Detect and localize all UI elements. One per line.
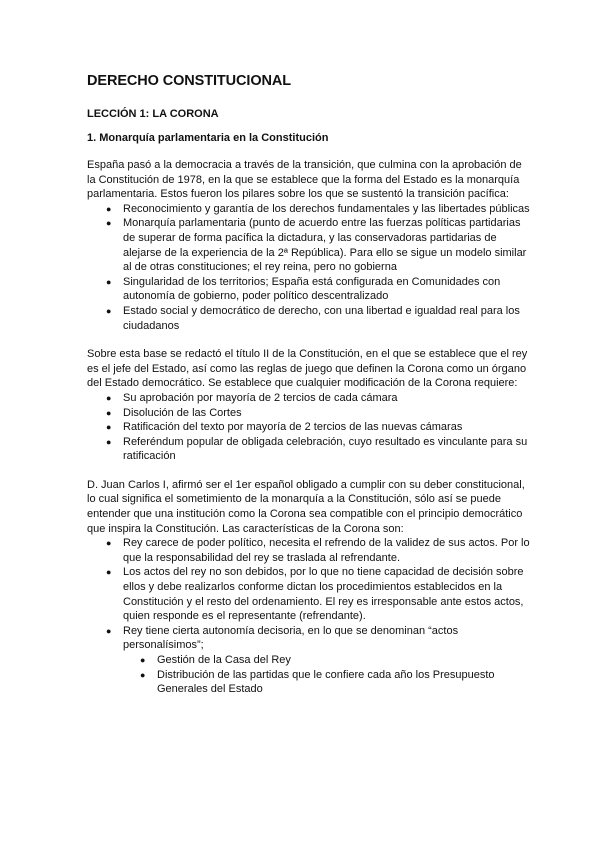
bullet-icon: ● [106,218,112,229]
list-item: ● Reconocimiento y garantía de los derechos fundamentales y las libertades públicas [106,202,530,215]
characteristics-list [106,536,530,697]
pillars-list [106,202,530,333]
list-item: ● Rey tiene cierta autonomía decisoria, en lo que se denominan “actos personalísimos”; ● Gestión de la Casa del Rey ● Distribución de las partidas que le confiere cada año los Presupuesto Generales del Estado [106,624,530,697]
paragraph-title-ii: Sobre esta base se redactó el título II de la Constitución, en el que se establece que el rey es el jefe del Estado, así como las reglas de juego que definen la Corona como un órgano del Estado democrático. Se establece que cualquier modificación de la Corona requiere: [87,348,528,390]
paragraph-transition: España pasó a la democracia a través de la transición, que culmina con la aprobación de la Constitución de 1978, en la que se establece que la forma del Estado es la monarquía parlamentaria. Estos fueron los pilares sobre los que se sustentó la transición pacífica: [87,159,522,201]
list-item: ● Monarquía parlamentaria (punto de acuerdo entre las fuerzas políticas partidarias de superar de forma pacífica la dictadura, y las conservadoras partidarias de alejarse de la experiencia de la 2ª República). Para ello se sigue un modelo similar al de otras constituciones; el rey reina, pero no gobierna [106,217,527,274]
bullet-icon: ● [140,655,146,665]
bullet-icon: ● [106,436,112,447]
list-item: ● Su aprobación por mayoría de 2 tercios de cada cámara [106,391,398,404]
bullet-icon: ● [106,392,112,403]
spacer [87,464,530,478]
list-item: ● Referéndum popular de obligada celebración, cuyo resultado es vinculante para su ratificación [106,435,528,463]
list-item: ● Gestión de la Casa del Rey [140,654,291,666]
bullet-icon: ● [106,407,112,418]
bullet-icon: ● [106,625,112,636]
list-item: ● Distribución de las partidas que le confiere cada año los Presupuesto Generales del Estado [140,668,495,696]
document-title: DERECHO CONSTITUCIONAL [87,73,292,89]
bullet-icon: ● [106,276,112,287]
list-item: ● Singularidad de los territorios; España está configurada en Comunidades con autonomía de gobierno, poder político descentralizado [106,275,501,303]
requirements-list [106,391,530,464]
list-item: ● Disolución de las Cortes [106,406,242,419]
list-item: ● Estado social y democrático de derecho, con una libertad e igualdad real para los ciudadanos [106,304,520,332]
bullet-icon: ● [106,203,112,214]
bullet-icon: ● [106,305,112,316]
list-item: ● Ratificación del texto por mayoría de 2 tercios de las nuevas cámaras [106,421,463,434]
spacer [87,333,530,347]
list-item: ● Los actos del rey no son debidos, por lo que no tiene capacidad de decisión sobre ellos y debe realizarlos conforme dictan los procedimientos establecidos en la Constitución y el resto del ordenamiento. El rey es irresponsable ante estos actos, quien responde es el representante (refrendante). [106,566,524,623]
paragraph-juan-carlos: D. Juan Carlos I, afirmó ser el 1er español obligado a cumplir con su deber constitucional, lo cual significa el sometimiento de la monarquía a la Constitución, sólo así se puede entender que una institución como la Corona sea compatible con el principio democrático que inspira la Constitución. Las características de la Corona son: [87,478,525,535]
list-item: ● Rey carece de poder político, necesita el refrendo de la validez de sus actos. Por lo que la responsabilidad del rey se traslada al refrendante. [106,537,530,564]
bullet-icon: ● [140,669,146,680]
bullet-icon: ● [106,422,112,433]
lesson-heading: LECCIÓN 1: LA CORONA [87,108,219,120]
bullet-icon: ● [106,567,112,578]
bullet-icon: ● [106,538,112,549]
section-heading: 1. Monarquía parlamentaria en la Constitución [87,132,329,144]
personal-acts-sublist [140,653,530,697]
